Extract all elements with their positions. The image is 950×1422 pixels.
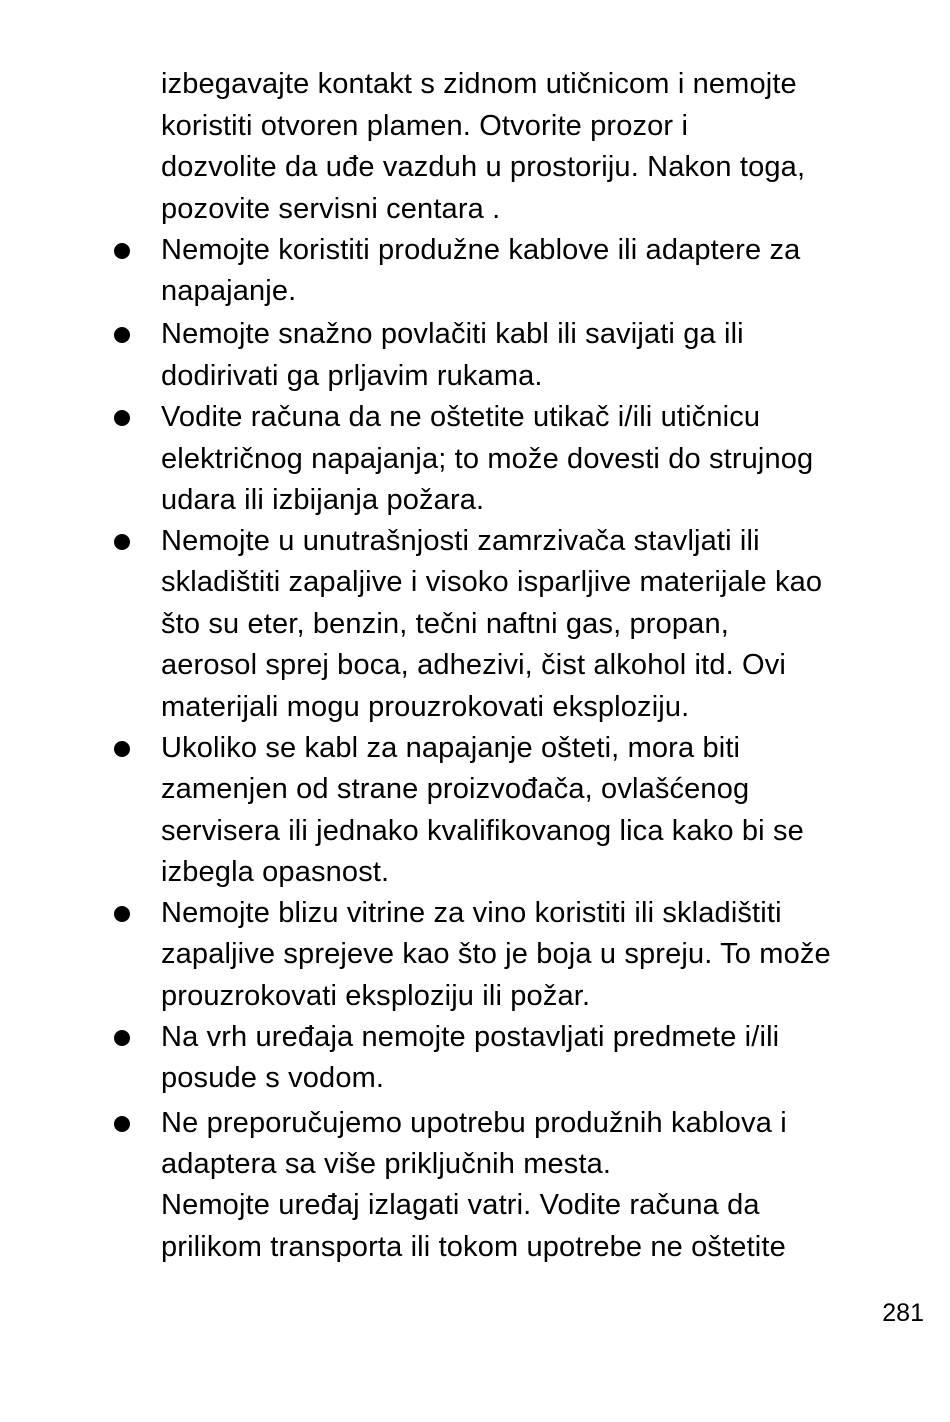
list-item-line: Nemojte u unutrašnjosti zamrzivača stavljati ili bbox=[161, 525, 760, 557]
list-item-line: što su eter, benzin, tečni naftni gas, propan, bbox=[161, 608, 729, 640]
list-item-line: električnog napajanja; to može dovesti do strujnog bbox=[161, 443, 814, 475]
list-item-line: aerosol sprej boca, adhezivi, čist alkohol itd. Ovi bbox=[161, 649, 787, 681]
list-item-line: materijali mogu prouzrokovati eksploziju. bbox=[161, 691, 690, 723]
list-item-line: posude s vodom. bbox=[161, 1062, 385, 1094]
bullet-icon bbox=[114, 534, 130, 550]
list-item-line: prouzrokovati eksploziju ili požar. bbox=[161, 980, 591, 1012]
intro-line: izbegavajte kontakt s zidnom utičnicom i nemojte bbox=[161, 68, 797, 100]
list-item-line: Vodite računa da ne oštetite utikač i/ili utičnicu bbox=[161, 401, 761, 433]
list-item-line: napajanje. bbox=[161, 275, 297, 307]
bullet-icon bbox=[114, 906, 130, 922]
intro-line: koristiti otvoren plamen. Otvorite prozor i bbox=[161, 110, 689, 142]
list-item-line: Ukoliko se kabl za napajanje ošteti, mora biti bbox=[161, 732, 741, 764]
list-item-line: servisera ili jednako kvalifikovanog lica kako bi se bbox=[161, 815, 804, 847]
bullet-icon bbox=[114, 741, 130, 757]
list-item-line: zapaljive sprejeve kao što je boja u spreju. To može bbox=[161, 938, 831, 970]
list-item-line: Nemojte snažno povlačiti kabl ili savijati ga ili bbox=[161, 318, 744, 350]
intro-line: pozovite servisni centara . bbox=[161, 193, 501, 225]
list-item-line: Ne preporučujemo upotrebu produžnih kablova i bbox=[161, 1107, 787, 1139]
list-item-line: Nemojte koristiti produžne kablove ili adaptere za bbox=[161, 234, 801, 266]
list-item-line: Na vrh uređaja nemojte postavljati predmete i/ili bbox=[161, 1021, 780, 1053]
list-item-line: dodirivati ga prljavim rukama. bbox=[161, 360, 543, 392]
list-item-line: Nemojte blizu vitrine za vino koristiti ili skladištiti bbox=[161, 897, 782, 929]
list-item-line: adaptera sa više priključnih mesta. bbox=[161, 1148, 612, 1180]
bullet-icon bbox=[114, 1030, 130, 1046]
list-item-line: Nemojte uređaj izlagati vatri. Vodite računa da bbox=[161, 1189, 760, 1221]
intro-line: dozvolite da uđe vazduh u prostoriju. Nakon toga, bbox=[161, 151, 806, 183]
bullet-icon bbox=[114, 327, 130, 343]
bullet-icon bbox=[114, 410, 130, 426]
list-item-line: udara ili izbijanja požara. bbox=[161, 484, 485, 516]
bullet-icon bbox=[114, 243, 130, 259]
list-item-line: skladištiti zapaljive i visoko isparljive materijale kao bbox=[161, 566, 823, 598]
bullet-icon bbox=[114, 1116, 130, 1132]
list-item-line: zamenjen od strane proizvođača, ovlašćenog bbox=[161, 773, 750, 805]
list-item-line: izbegla opasnost. bbox=[161, 856, 390, 888]
page-number: 281 bbox=[882, 1299, 924, 1327]
list-item-line: prilikom transporta ili tokom upotrebe ne oštetite bbox=[161, 1231, 786, 1263]
